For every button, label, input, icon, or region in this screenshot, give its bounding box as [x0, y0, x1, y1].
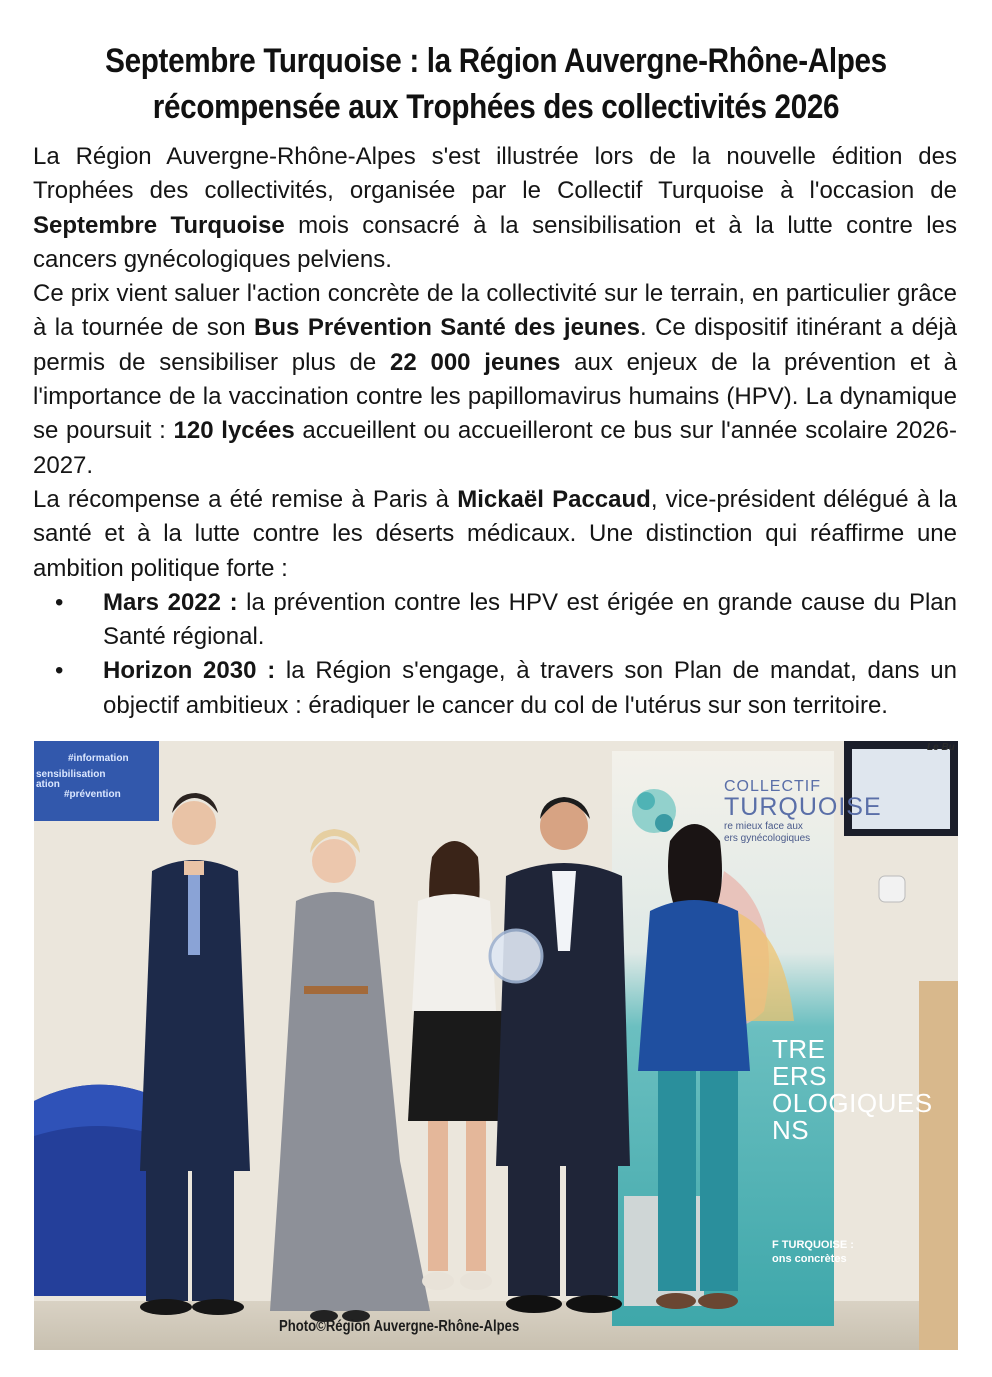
p2-text-g: accueillent ou accueilleront ce bus sur l'année scolaire 2026-2027.	[33, 417, 958, 479]
p2-text-e: aux enjeux de la prévention et à l'importance de la vaccination contre les papillomavirus humains (HPV). La dynamique se poursuit :	[33, 348, 957, 445]
banner-slogan-line: OLOGIQUES	[772, 1088, 933, 1118]
title-line-2: récompensée aux Trophées des collectivités 2026	[152, 88, 840, 126]
list-item-bold: Mars 2022 :	[103, 588, 238, 616]
banner-logo-line1: COLLECTIF	[724, 778, 822, 795]
banner-slogan-line: NS	[772, 1115, 810, 1145]
screen-tag: #information	[68, 753, 129, 764]
p3-text-c: , vice-président délégué à la santé et à la lutte contre les déserts médicaux. Une distinction qui réaffirme une ambition politique forte :	[33, 485, 957, 582]
ambition-list	[33, 586, 957, 723]
banner-slogan-line: ERS	[772, 1061, 827, 1091]
p1-text-c: mois consacré à la sensibilisation et à la lutte contre les cancers gynécologiques pelviens.	[33, 211, 957, 273]
screen-tag: #prévention	[64, 789, 121, 800]
p2-bold-lycees: 120 lycées	[173, 417, 295, 445]
bullet-glyph: •	[55, 657, 64, 685]
screen-tag: sensibilisation	[36, 769, 106, 780]
banner-slogan-line: TRE	[772, 1034, 826, 1064]
trophy	[490, 930, 542, 982]
banner-logo	[724, 779, 882, 844]
list-item	[33, 654, 957, 723]
list-item	[33, 586, 957, 655]
paragraph-intro	[33, 140, 957, 277]
p1-bold-septembre-turquoise: Septembre Turquoise	[33, 211, 285, 239]
top-right-screen-text: Le Bu	[927, 742, 955, 753]
p3-text-a: La récompense a été remise à Paris à	[33, 485, 458, 513]
person-4	[490, 797, 630, 1313]
p2-text-c: . Ce dispositif itinérant a déjà permis de sensibiliser plus de	[33, 314, 958, 376]
list-item-bold: Horizon 2030 :	[103, 657, 276, 685]
banner-logo-line2: TURQUOISE	[724, 793, 882, 821]
p2-text-a: Ce prix vient saluer l'action concrète de la collectivité sur le terrain, en particulier grâce à la tournée de son	[33, 280, 957, 342]
p2-bold-jeunes: 22 000 jeunes	[390, 348, 561, 376]
bullet-glyph: •	[55, 588, 64, 616]
screen-tag: ation	[36, 779, 60, 790]
list-item-text: la prévention contre les HPV est érigée en grande cause du Plan Santé régional.	[103, 588, 957, 651]
title-line-1: Septembre Turquoise : la Région Auvergne-Rhône-Alpes	[105, 42, 887, 80]
banner-logo-line3b: ers gynécologiques	[724, 833, 811, 844]
banner-logo-line3a: re mieux face aux	[724, 821, 803, 832]
list-item-text: la Région s'engage, à travers son Plan de mandat, dans un objectif ambitieux : éradiquer le cancer du col de l'utérus sur son territoire.	[103, 657, 957, 719]
person-1	[140, 793, 250, 1315]
banner-footer	[772, 1238, 854, 1266]
paragraph-award	[33, 483, 957, 586]
article-body	[33, 140, 957, 723]
p1-text-a: La Région Auvergne-Rhône-Alpes s'est illustrée lors de la nouvelle édition des Trophées des collectivités, organisée par le Collectif Turquoise à l'occasion de	[33, 143, 957, 205]
photo-credit: Photo©Région Auvergne-Rhône-Alpes	[279, 1318, 520, 1335]
banner-footer-line: ons concrètes	[772, 1253, 847, 1265]
paragraph-bus	[33, 277, 957, 483]
article-title	[95, 38, 897, 130]
event-photo	[34, 741, 958, 1350]
camera	[879, 876, 905, 902]
banner-footer-line: F TURQUOISE :	[772, 1239, 854, 1251]
p3-bold-name: Mickaël Paccaud	[457, 485, 651, 513]
p2-bold-bus: Bus Prévention Santé des jeunes	[254, 314, 640, 342]
banner-slogan	[772, 1036, 933, 1144]
